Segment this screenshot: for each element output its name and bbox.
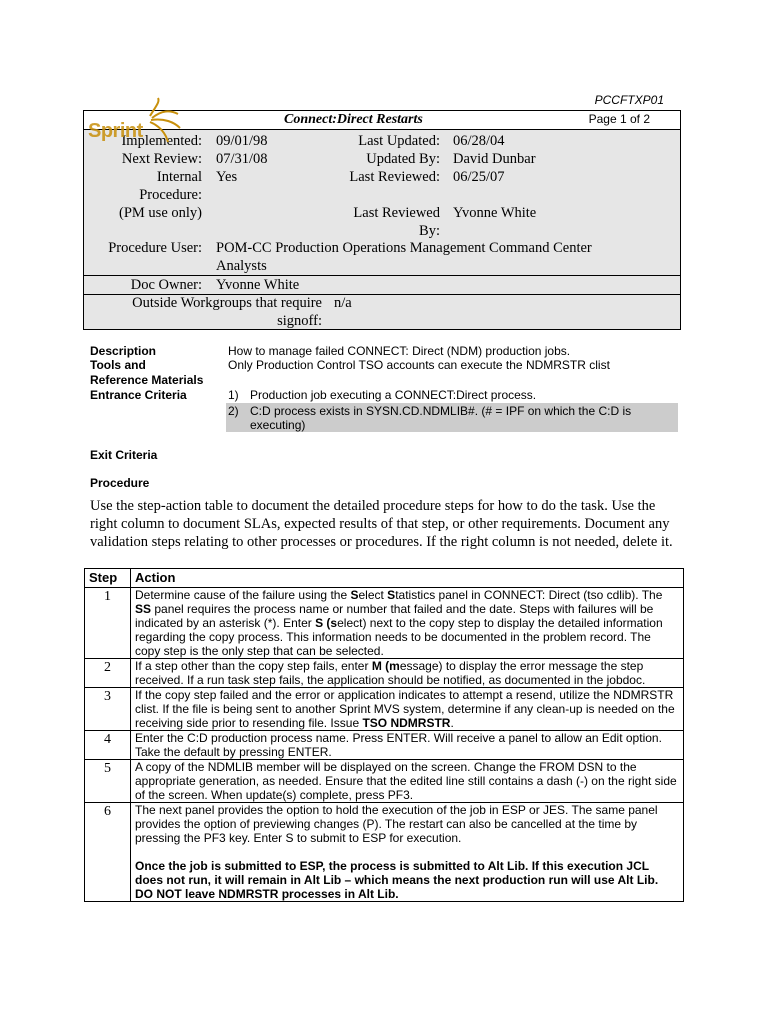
action-text: essage) to display the error message the step received. If a run task step fails, the application should be notified, as documented in the jobdoc. [135,659,646,687]
page-number: Page 1 of 2 [588,112,650,126]
last-reviewed-label: Last Reviewed: [349,169,440,185]
action-column-header: Action [131,569,684,588]
table-row [85,731,684,760]
action-text: Determine cause of the failure using the [135,588,351,602]
step-action [131,588,684,659]
step-action-table [84,568,684,902]
procedure-user-value-1: POM-CC Production Operations Management Command Center [216,240,592,256]
description-label: Description [90,344,157,358]
description-text: How to manage failed CONNECT: Direct (NDM) production jobs. [228,344,571,358]
document-code: PCCFTXP01 [594,93,664,107]
action-text: tatistics panel in CONNECT: Direct (tso cdlib). The [395,588,663,602]
action-text: A copy of the NDMLIB member will be displayed on the screen. Change the FROM DSN to the appropriate generation, as needed. Ensure that the edited line still contains a dash (-) on the right side of the screen. When update(s) complete, press PF3. [135,760,677,802]
internal-label-2: Procedure: [139,187,202,203]
last-reviewed-by-label-1: Last Reviewed [353,205,440,221]
document-title: Connect:Direct Restarts [284,112,423,127]
step-action [131,731,684,760]
internal-value: Yes [216,169,238,185]
action-bold-text: S [350,588,359,602]
table-row [85,803,684,902]
step-action [131,688,684,731]
updated-by-label: Updated By: [366,151,440,167]
step-number: 1 [85,588,131,659]
doc-owner-value: Yvonne White [216,277,300,293]
action-text: If a step other than the copy step fails, enter [135,659,372,673]
procedure-label: Procedure [90,476,150,490]
entrance-item-1-number: 1) [228,388,239,402]
table-header-row [85,569,684,588]
last-updated-value: 06/28/04 [453,133,505,149]
logo-wordmark: Sprint [88,120,143,142]
doc-owner-label: Doc Owner: [130,277,202,293]
internal-label-1: Internal [156,169,202,185]
next-review-label: Next Review: [121,151,202,167]
step-column-header: Step [85,569,131,588]
tools-label-1: Tools and [90,358,146,372]
entrance-item-1-text: Production job executing a CONNECT:Direct process. [250,388,537,402]
outside-workgroups-label-2: signoff: [277,313,322,329]
last-updated-label: Last Updated: [358,133,440,149]
action-bold-text: S [387,588,396,602]
action-bold-text: TSO NDMRSTR [362,716,451,730]
action-text: If the copy step failed and the error or application indicates to attempt a resend, utilize the NDMRSTR clist. If the file is being sent to another Sprint MVS system, determine if any clean-up is needed on the receiving side prior to resending file. Issue [135,688,675,730]
outside-workgroups-value: n/a [334,295,352,311]
action-bold-text: S (s [315,616,338,630]
step-number: 6 [85,803,131,902]
table-row [85,659,684,688]
step-action [131,803,684,902]
entrance-item-2-number: 2) [228,404,239,418]
table-row [85,588,684,659]
last-reviewed-by-value: Yvonne White [453,205,537,221]
outside-workgroups-label-1: Outside Workgroups that require [132,295,322,311]
next-review-value: 07/31/08 [216,151,268,167]
action-bold-text: Once the job is submitted to ESP, the process is submitted to Alt Lib. If this execution JCL does not run, it will remain in Alt Lib – which means the next production run will use Alt Lib. DO NOT leave NDMRSTR processes in Alt Lib. [135,859,659,901]
last-reviewed-value: 06/25/07 [453,169,505,185]
sprint-logo [84,96,194,156]
action-bold-text: M (m [371,659,400,673]
step-number: 2 [85,659,131,688]
table-row [85,688,684,731]
action-text: The next panel provides the option to hold the execution of the job in ESP or JES. The same panel provides the option of previewing changes (P). The restart can also be cancelled at the time by pressing the PF3 key. Enter S to submit to ESP for execution. [135,803,658,845]
entrance-item-2-text-1: C:D process exists in SYSN.CD.NDMLIB#. (# = IPF on which the C:D is [250,404,632,418]
updated-by-value: David Dunbar [453,151,536,167]
action-text: . [450,716,454,730]
step-rows [85,588,684,902]
action-text: Enter the C:D production process name. Press ENTER. Will receive a panel to allow an Edit option. Take the default by pressing ENTER. [135,731,662,759]
internal-label-3: (PM use only) [119,205,202,221]
last-reviewed-by-label-2: By: [419,223,440,239]
entrance-item-2-text-2: executing) [250,418,306,432]
table-row [85,760,684,803]
procedure-intro-paragraph: Use the step-action table to document the detailed procedure steps for how to do the task. Use the right column to document SLAs, expected results of that step, or other requirements. Document any validation steps relating to other processes or procedures. If the right column is not needed, delete it. [90,498,673,550]
step-number: 4 [85,731,131,760]
procedure-user-value-2: Analysts [216,258,267,274]
implemented-value: 09/01/98 [216,133,268,149]
action-text: elect [358,588,388,602]
exit-criteria-label: Exit Criteria [90,448,158,462]
implemented-label: Implemented: [121,133,202,149]
tools-label-2: Reference Materials [90,373,204,387]
step-action [131,659,684,688]
step-number: 3 [85,688,131,731]
action-bold-text: SS [135,602,152,616]
entrance-criteria-label: Entrance Criteria [90,388,187,402]
step-number: 5 [85,760,131,803]
action-text: elect) next to the copy step to display the detailed information regarding the copy process. This information needs to be documented in the problem record. The copy step is the only step that can be selected. [135,616,663,658]
action-text: panel requires the process name or number that failed and the date. Steps with failures will be indicated by an asterisk (*). Enter [135,602,654,630]
step-action [131,760,684,803]
tools-text: Only Production Control TSO accounts can execute the NDMRSTR clist [228,358,610,372]
procedure-user-label: Procedure User: [108,240,202,256]
